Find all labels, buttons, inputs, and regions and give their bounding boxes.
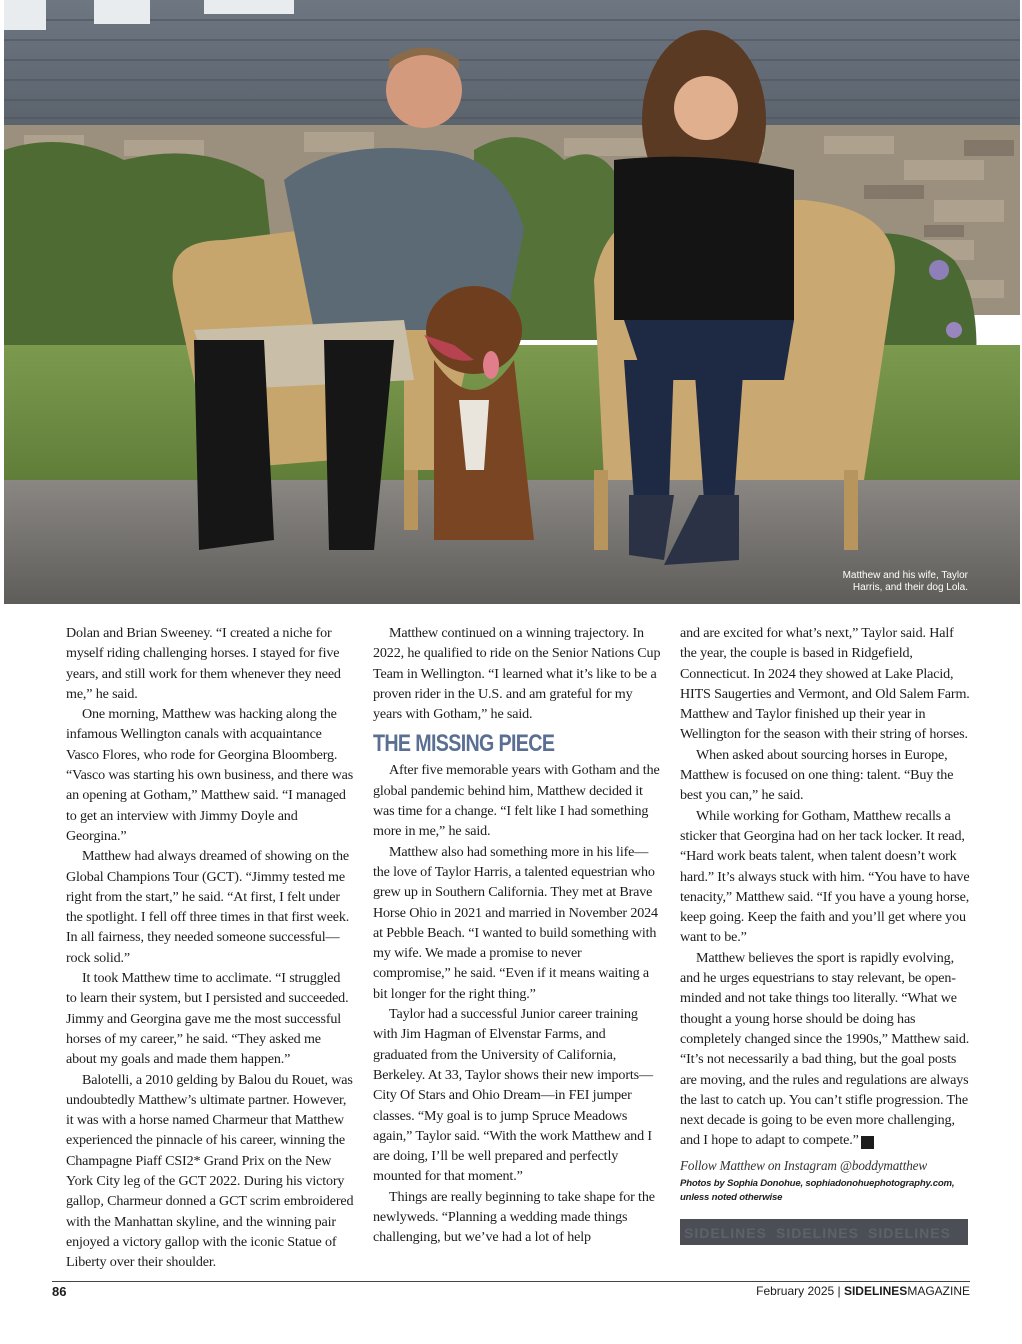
paragraph: Balotelli, a 2010 gelding by Balou du Rouet, was undoubtedly Matthew’s ultimate partner. However, it was with a horse named Charmeur that Matthew experienced the pinnacle of his career, winning the Champagne Piaff CSI2* Grand Prix on the New York City leg of the GCT 2022. During his victory gallop, Charmeur donned a GCT scrim embroidered with the Manhattan skyline, and the winning pair enjoyed a victory gallop with the iconic Statue of Liberty over their shoulder. [66,1071,354,1271]
hero-photo-illustration [4,0,1020,604]
paragraph: Matthew continued on a winning trajectory. In 2022, he qualified to ride on the Senior Nations Cup Team in Wellington. “I learned what it’s like to be a proven rider in the U.S. and am grateful for my years with Gotham,” he said. [373,625,661,723]
paragraph: Dolan and Brian Sweeney. “I created a niche for myself riding challenging horses. I stayed for five years, and still work for them whenever they need me,” he said. [66,625,341,702]
paragraph: Taylor had a successful Junior career training with Jim Hagman of Elvenstar Farms, and graduated from the University of California, Berkeley. At 33, Taylor shows their new imports—City Of Stars and Ohio Dream—in FEI jumper classes. “My goal is to jump Spruce Meadows again,” Taylor said. “With the work Matthew and I are doing, I’ll be well prepared and perfectly mounted for that moment.” [373,1006,653,1185]
instagram-follow: Follow Matthew on Instagram @boddymatthew [680,1157,928,1173]
paragraph [680,948,970,1151]
sidelines-banner [680,1219,968,1245]
paragraph: Matthew had always dreamed of showing on the Global Champions Tour (GCT). “Jimmy tested me right from the start,” he said. “At first, I felt under the spotlight. I fell off three times in that first week. In all fairness, they needed someone successful—rock solid.” [66,848,350,966]
issue-date: February 2025 | [756,1284,844,1298]
footer-rule [52,1281,970,1282]
paragraph: While working for Gotham, Matthew recalls a sticker that Georgina had on her tack locker. It read, “Hard work beats talent, when talent doesn’t work hard.” It’s always stuck with him. “You have to have tenacity,” Matthew said. “If you have a young horse, keep going. Keep the faith and you’ll get where you want to be.” [680,807,970,946]
banner-word: SIDELINES [868,1224,951,1241]
brand-name: SIDELINES [843,1284,908,1298]
paragraph: After five memorable years with Gotham and the global pandemic behind him, Matthew decided it was time for a change. “I felt like I had something more in me,” he said. [373,762,660,840]
paragraph: It took Matthew time to acclimate. “I struggled to learn their system, but I persisted and succeeded. Jimmy and Georgina gave me the most successful horses of my career,” he said. “They asked me about my goals and made them happen.” [66,970,349,1068]
paragraph-text: Matthew believes the sport is rapidly evolving, and he urges equestrians to stay relevant, be open-minded and not take things too literally. “What we thought a young horse should be doing has completely changed since the 1990s,” Matthew said. “It’s not necessarily a bad thing, but the goal posts are moving, and the rules and regulations are always the last to catch up. You can’t stifle progression. The next decade is going to be even more challenging, and I hope to adapt to compete.” [680,949,970,1149]
paragraph: Matthew also had something more in his life—the love of Taylor Harris, a talented equestrian who grew up in Southern California. They met at Brave Horse Ohio in 2021 and married in November 2024 at Pebble Beach. “I wanted to build something with my wife. We made a promise to never compromise,” he said. “Even if it means waiting a bit longer for the right thing.” [373,843,658,1002]
brand-suffix: MAGAZINE [907,1284,970,1298]
banner-word: SIDELINES [776,1224,859,1241]
footer-masthead [756,1284,970,1298]
photo-credit: Photos by Sophia Donohue, sophiadonohuephotography.com, unless noted otherwise [680,1177,955,1203]
paragraph: and are excited for what’s next,” Taylor said. Half the year, the couple is based in Ridgefield, Connecticut. In 2024 they showed at Lake Placid, HITS Saugerties and Vermont, and Old Salem Farm. Matthew and Taylor finished up their year in Wellington for the season with their string of horses. [680,625,970,743]
paragraph: One morning, Matthew was hacking along the infamous Wellington canals with acquaintance Vasco Flores, who rode for Georgina Bloomberg. “Vasco was starting his own business, and there was an opening at Gotham,” Matthew said. “I managed to get an interview with Jimmy Doyle and Georgina.” [66,706,354,844]
article-column-3 [680,623,970,1245]
page-number: 86 [52,1284,67,1299]
article-column-1 [66,623,354,1273]
paragraph: When asked about sourcing horses in Europe, Matthew is focused on one thing: talent. “Buy the best you can,” he said. [680,746,954,804]
end-mark-icon: S [861,1136,874,1149]
hero-photo [4,0,1020,604]
banner-word: SIDELINES [684,1224,767,1241]
section-heading: THE MISSING PIECE [373,730,555,758]
photo-caption: Matthew and his wife, Taylor Harris, and their dog Lola. [842,570,968,593]
article-column-2 [373,623,661,1248]
paragraph: Things are really beginning to take shape for the newlyweds. “Planning a wedding made things challenging, but we’ve had a lot of help [373,1188,655,1246]
